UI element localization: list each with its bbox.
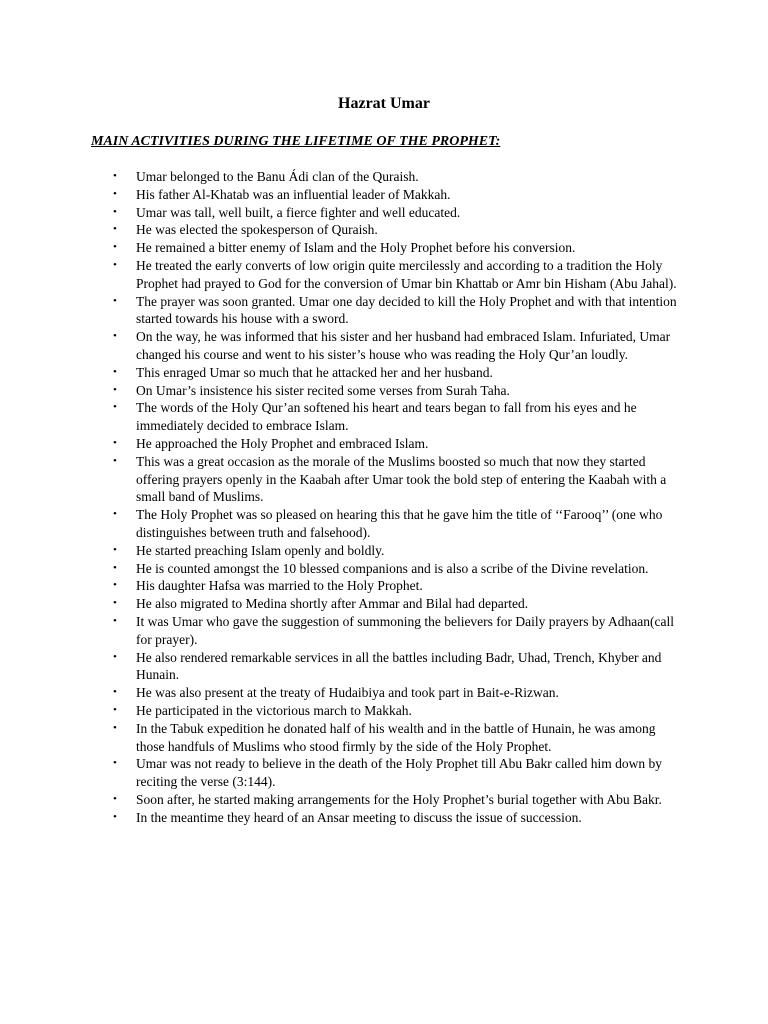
list-item (113, 755, 685, 791)
list-item (113, 613, 685, 649)
list-item (113, 168, 685, 186)
bullet-icon: • (113, 294, 117, 307)
list-item-text: On the way, he was informed that his sister and her husband had embraced Islam. Infuriated, Umar changed his course and went to his sister’s house who was reading the Holy Qur’an loudly. (136, 329, 671, 362)
list-item (113, 257, 685, 293)
list-item-text: His daughter Hafsa was married to the Holy Prophet. (136, 578, 423, 594)
list-item-text: He also rendered remarkable services in all the battles including Badr, Uhad, Trench, Khyber and Hunain. (136, 649, 662, 683)
list-item (113, 186, 685, 204)
list-item (113, 382, 685, 400)
list-item (113, 204, 685, 222)
bullet-icon: • (113, 241, 117, 254)
bullet-icon: • (113, 579, 117, 592)
list-item (113, 399, 685, 435)
list-item (113, 435, 685, 453)
list-item-text: On Umar’s insistence his sister recited some verses from Surah Taha. (136, 382, 510, 398)
list-item-text: The prayer was soon granted. Umar one day decided to kill the Holy Prophet and with that intention started towards his house with a sword. (136, 293, 677, 327)
list-item-text: This enraged Umar so much that he attacked her and her husband. (136, 364, 493, 380)
list-item-text: The Holy Prophet was so pleased on hearing this that he gave him the title of ‘‘Farooq’’ (one who distinguishes between truth and falsehood). (136, 507, 663, 540)
list-item-text: He treated the early converts of low origin quite mercilessly and according to a tradition the Holy Prophet had prayed to God for the conversion of Umar bin Khattab or Amr bin Hisham (Abu Jahal). (136, 257, 677, 291)
list-item-text: He is counted amongst the 10 blessed companions and is also a scribe of the Divine revelation. (136, 560, 649, 576)
list-item (113, 560, 685, 578)
list-item-text: It was Umar who gave the suggestion of summoning the believers for Daily prayers by Adhaan(call for prayer). (136, 613, 674, 647)
bullet-icon: • (113, 170, 117, 182)
list-item-text: In the meantime they heard of an Ansar meeting to discuss the issue of succession. (136, 809, 582, 825)
bullet-icon: • (113, 365, 117, 378)
list-item-text: In the Tabuk expedition he donated half of his wealth and in the battle of Hunain, he was among those handfuls of Muslims who stood firmly by the side of the Holy Prophet. (136, 720, 656, 754)
list-item-text: He started preaching Islam openly and boldly. (136, 542, 385, 558)
list-item-text: He remained a bitter enemy of Islam and the Holy Prophet before his conversion. (136, 240, 576, 256)
bullet-icon: • (113, 561, 117, 574)
list-item (113, 809, 685, 827)
list-item (113, 364, 685, 382)
bullet-icon: • (113, 187, 117, 200)
list-item (113, 791, 685, 809)
list-item (113, 577, 685, 595)
bullet-icon: • (113, 258, 117, 271)
list-item (113, 293, 685, 329)
bullet-icon: • (113, 454, 117, 467)
list-item-text: Umar was not ready to believe in the death of the Holy Prophet till Abu Bakr called him down by reciting the verse (3:144). (136, 756, 663, 790)
activities-list (113, 168, 685, 826)
list-item (113, 649, 685, 685)
list-item (113, 453, 685, 506)
list-item-text: He approached the Holy Prophet and embraced Islam. (136, 435, 429, 451)
section-heading: MAIN ACTIVITIES DURING THE LIFETIME OF THE PROPHET: (91, 134, 501, 149)
list-item (113, 542, 685, 560)
list-item (113, 702, 685, 720)
document-title: Hazrat Umar (338, 95, 430, 112)
list-item-text: He was also present at the treaty of Hudaibiya and took part in Bait-e-Rizwan. (136, 685, 559, 701)
list-item (113, 328, 685, 364)
bullet-icon: • (113, 792, 117, 805)
bullet-icon: • (113, 436, 117, 449)
list-item-text: He participated in the victorious march to Makkah. (136, 702, 412, 718)
bullet-icon: • (113, 401, 117, 414)
list-item (113, 684, 685, 702)
list-item-text: Soon after, he started making arrangements for the Holy Prophet’s burial together with Abu Bakr. (136, 791, 662, 807)
list-item (113, 595, 685, 613)
bullet-icon: • (113, 543, 117, 556)
bullet-icon: • (113, 205, 117, 218)
bullet-icon: • (113, 703, 117, 716)
bullet-icon: • (113, 508, 117, 521)
list-item (113, 720, 685, 756)
bullet-icon: • (113, 330, 117, 343)
list-item-text: He also migrated to Medina shortly after Ammar and Bilal had departed. (136, 596, 529, 612)
bullet-icon: • (113, 223, 117, 236)
list-item-text: His father Al-Khatab was an influential leader of Makkah. (136, 186, 451, 202)
list-item-text: He was elected the spokesperson of Quraish. (136, 222, 378, 238)
bullet-icon: • (113, 597, 117, 610)
list-item (113, 239, 685, 257)
bullet-icon: • (113, 383, 117, 396)
bullet-icon: • (113, 757, 117, 770)
bullet-icon: • (113, 686, 117, 699)
bullet-icon: • (113, 650, 117, 663)
list-item-text: Umar belonged to the Banu Ádi clan of the Quraish. (136, 169, 419, 184)
list-item-text: This was a great occasion as the morale of the Muslims boosted so much that now they started offering prayers openly in the Kaabah after Umar took the bold step of entering the Kaabah with a small band of Muslims. (136, 453, 667, 505)
list-item-text: Umar was tall, well built, a fierce fighter and well educated. (136, 204, 461, 220)
list-item (113, 506, 685, 542)
bullet-icon: • (113, 721, 117, 734)
bullet-icon: • (113, 614, 117, 627)
list-item (113, 221, 685, 239)
list-item-text: The words of the Holy Qur’an softened his heart and tears began to fall from his eyes and he immediately decided to embrace Islam. (136, 400, 637, 434)
bullet-icon: • (113, 810, 117, 823)
